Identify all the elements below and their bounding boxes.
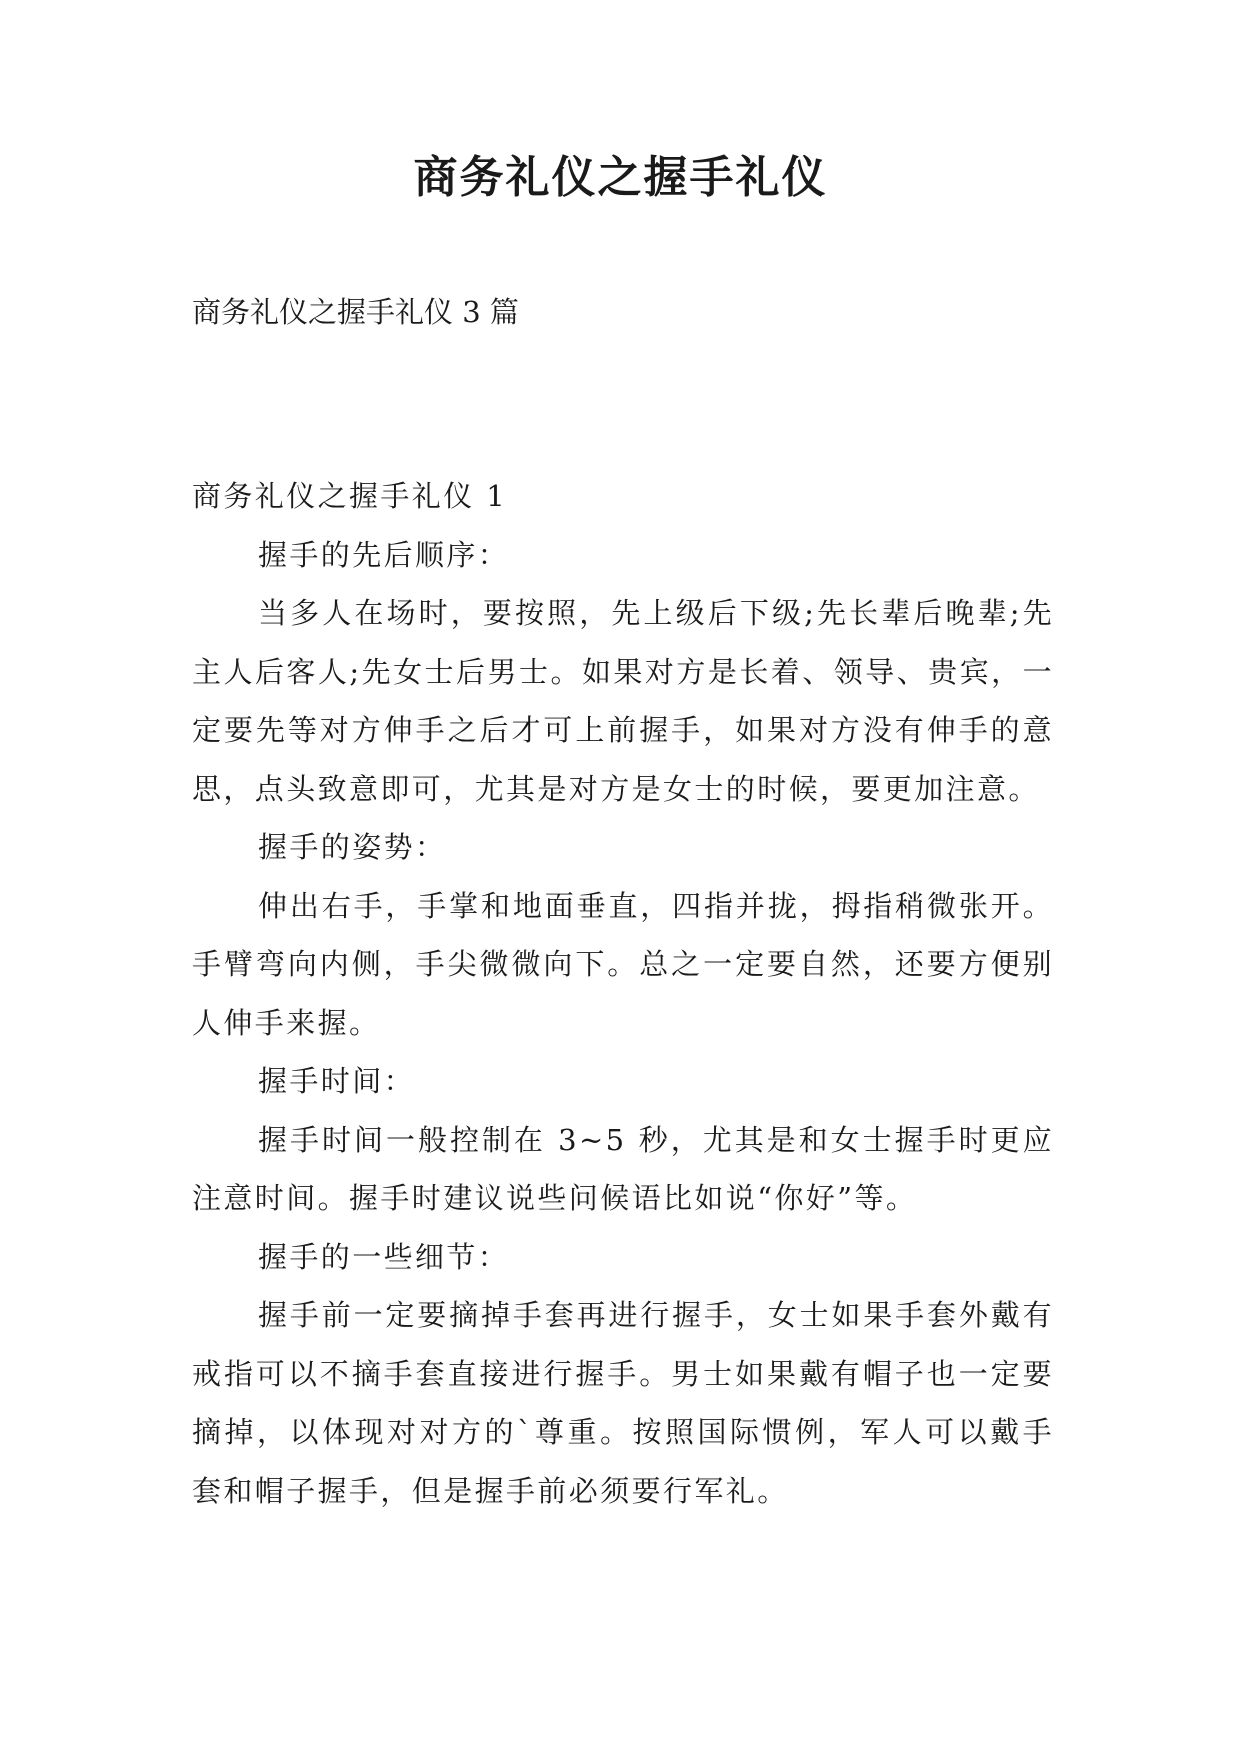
document-title: 商务礼仪之握手礼仪 (413, 152, 828, 203)
paragraph: 握手时间一般控制在 3~5 秒，尤其是和女士握手时更应注意时间。握手时建议说些问候语比如说“你好”等。 (192, 1122, 1054, 1215)
paragraph: 伸出右手，手掌和地面垂直，四指并拢，拇指稍微张开。手臂弯向内侧，手尖微微向下。总之一定要自然，还要方便别人伸手来握。 (192, 888, 1054, 1040)
document-subtitle: 商务礼仪之握手礼仪 3 篇 (192, 295, 519, 329)
paragraph: 商务礼仪之握手礼仪 1 (192, 479, 508, 513)
paragraph: 握手的一些细节： (258, 1239, 510, 1274)
paragraph: 握手前一定要摘掉手套再进行握手，女士如果手套外戴有戒指可以不摘手套直接进行握手。男士如果戴有帽子也一定要摘掉，以体现对对方的`尊重。按照国际惯例，军人可以戴手套和帽子握手，但是握手前必须要行军礼。 (192, 1298, 1054, 1508)
document-body (192, 467, 1054, 1520)
paragraph: 当多人在场时，要按照，先上级后下级;先长辈后晚辈;先主人后客人;先女士后男士。如果对方是长着、领导、贵宾，一定要先等对方伸手之后才可上前握手，如果对方没有伸手的意思，点头致意即可，尤其是对方是女士的时候，要更加注意。 (192, 596, 1054, 806)
paragraph: 握手的先后顺序： (258, 537, 510, 572)
paragraph: 握手时间： (258, 1064, 416, 1098)
paragraph: 握手的姿势： (258, 830, 447, 864)
